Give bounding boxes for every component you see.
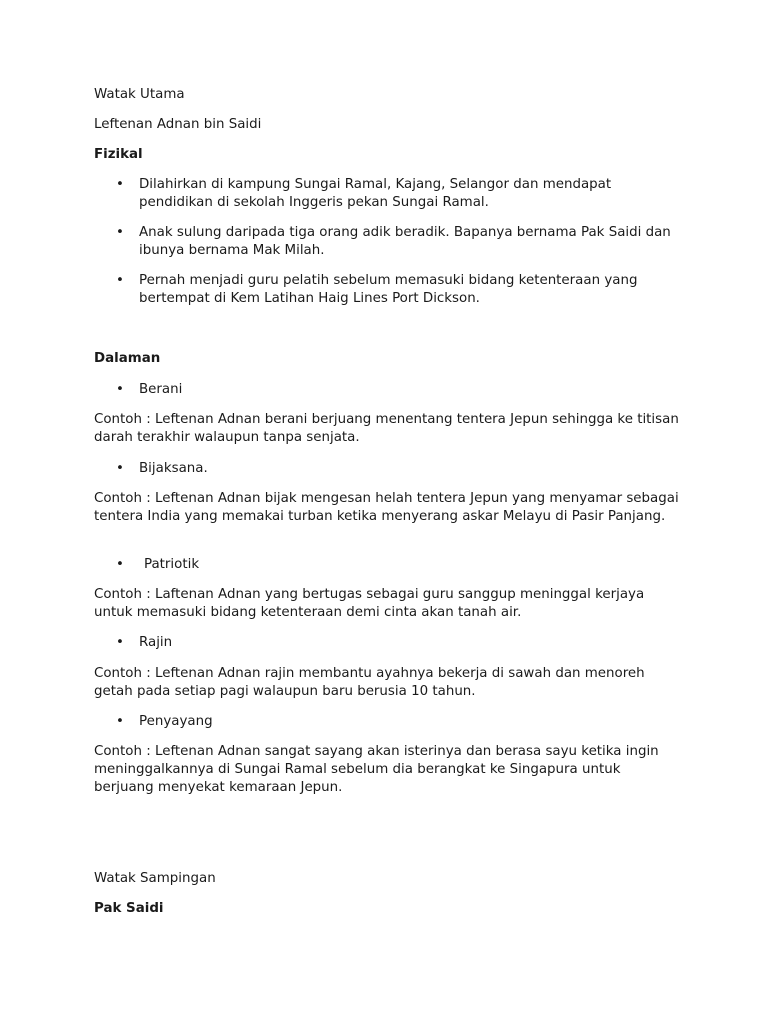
bullet-icon: • [116,714,124,729]
trait-label: Berani [139,382,183,397]
heading-dalaman: Dalaman [94,351,161,366]
trait-example: Contoh : Laftenan Adnan yang bertugas sebagai guru sanggup meninggal kerjaya untuk memasuki bidang ketenteraan demi cinta akan tanah air. [94,587,645,620]
trait-label: Rajin [139,635,173,650]
trait-example: Contoh : Leftenan Adnan sangat sayang akan isterinya dan berasa sayu ketika ingin meninggalkannya di Sungai Ramal sebelum dia berangkat ke Singapura untuk berjuang menyekat kemaraan Jepun. [94,744,659,795]
bullet-icon: • [116,635,124,650]
trait-label: Bijaksana. [139,461,208,476]
heading-fizikal: Fizikal [94,147,143,162]
physical-item: Pernah menjadi guru pelatih sebelum memasuki bidang ketenteraan yang bertempat di Kem Latihan Haig Lines Port Dickson. [139,273,638,306]
bullet-icon: • [116,273,124,288]
trait-example: Contoh : Leftenan Adnan bijak mengesan helah tentera Jepun yang menyamar sebagai tentera India yang memakai turban ketika menyerang askar Melayu di Pasir Panjang. [94,491,679,524]
bullet-icon: • [116,225,124,240]
bullet-icon: • [116,382,124,397]
trait-example: Contoh : Leftenan Adnan rajin membantu ayahnya bekerja di sawah dan menoreh getah pada setiap pagi walaupun baru berusia 10 tahun. [94,666,645,699]
heading-watak-utama: Watak Utama [94,87,185,102]
bullet-icon: • [116,461,124,476]
bullet-icon: • [116,177,124,192]
physical-item: Anak sulung daripada tiga orang adik beradik. Bapanya bernama Pak Saidi dan ibunya bernama Mak Milah. [139,225,671,258]
main-character-name: Leftenan Adnan bin Saidi [94,117,262,132]
bullet-icon: • [116,557,124,572]
heading-watak-sampingan: Watak Sampingan [94,871,216,886]
trait-label: Penyayang [139,714,213,729]
trait-example: Contoh : Leftenan Adnan berani berjuang menentang tentera Jepun sehingga ke titisan darah terakhir walaupun tanpa senjata. [94,412,679,445]
physical-item: Dilahirkan di kampung Sungai Ramal, Kajang, Selangor dan mendapat pendidikan di sekolah Inggeris pekan Sungai Ramal. [139,177,612,210]
trait-label: Patriotik [144,557,200,572]
side-character-name: Pak Saidi [94,901,164,916]
